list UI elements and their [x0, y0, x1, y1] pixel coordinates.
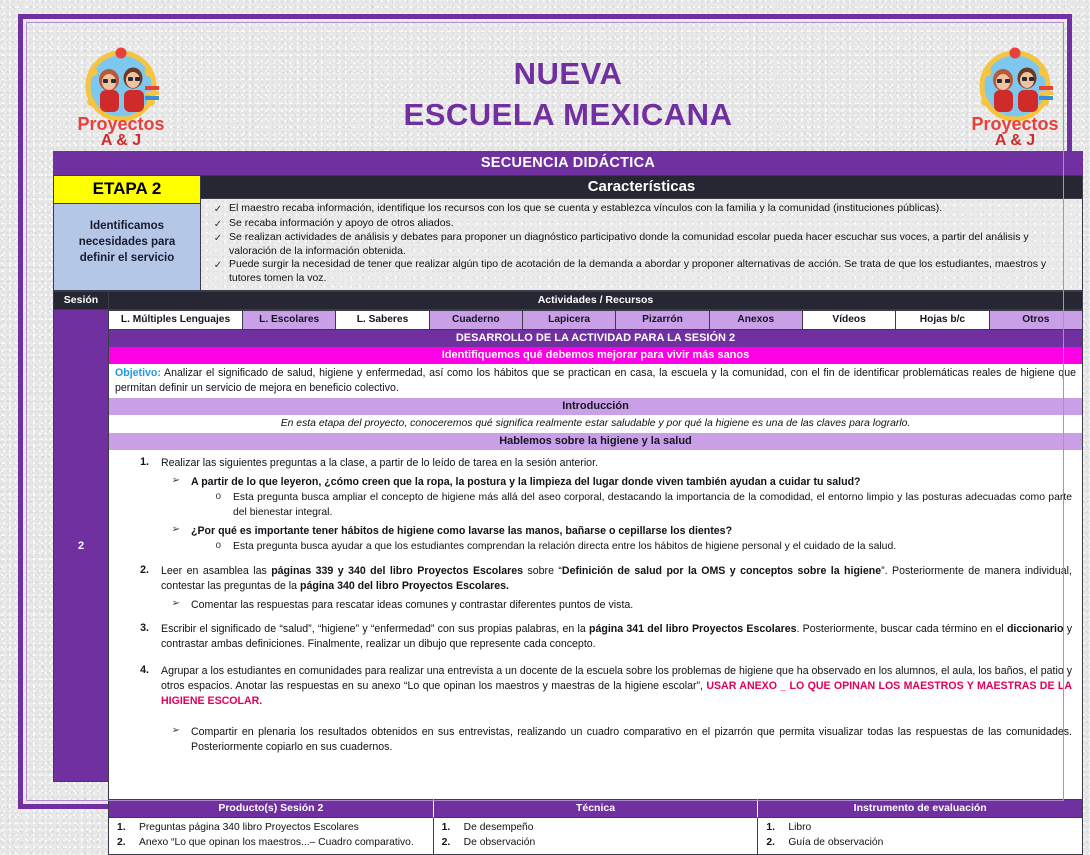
- a3-b1: página 341 del libro Proyectos Escolares: [588, 622, 797, 635]
- introduccion-text: En esta etapa del proyecto, conoceremos qué significa realmente estar saludable y por qué la higiene es una de las claves para lograrlo.: [108, 415, 1083, 433]
- activity-text: [161, 664, 1072, 709]
- etapa-description: Identificamos necesidades para definir el servicio: [54, 204, 200, 290]
- evaluation-cell-producto: [109, 818, 434, 854]
- caracteristicas-title: Características: [201, 176, 1082, 199]
- a2-p3: ”. Posteriormente de manera individual, contestar las preguntas de la: [161, 564, 1072, 592]
- list-number: 2.: [441, 837, 451, 848]
- check-icon: ✓: [213, 218, 223, 230]
- activity-1-questions: [115, 475, 1072, 555]
- titulo-sesion-bar: Identifiquemos qué debemos mejorar para vivir más sanos: [108, 347, 1083, 364]
- anexo-highlight: USAR ANEXO _ LO QUE OPINAN LOS MAESTROS Y MAESTRAS DE LA HIGIENE ESCOLAR.: [161, 679, 1072, 707]
- a4-p1: Agrupar a los estudiantes en comunidades para realizar una entrevista a un docente de la escuela sobre los problemas de higiene que ha observado en los alumnos, el aula, los baños, el patio y otros espacios. Anotar las respuestas en su anexo “Lo que opinan los maestros y maestras de la higiene escolar”,: [161, 664, 1072, 692]
- list-number: 1.: [117, 822, 126, 833]
- activity-2-note: [161, 598, 1072, 613]
- sesion-column: [53, 291, 108, 855]
- activity-number: 4.: [140, 663, 149, 676]
- caracteristica-item: [207, 231, 1074, 258]
- caracteristica-text: Se realizan actividades de análisis y debates para proponer un diagnóstico participativo donde la comunidad escolar pueda hacer escuchar sus voces, a partir del análisis y valoración de la información obtenida.: [229, 231, 1029, 257]
- etapa-badge: ETAPA 2: [54, 176, 200, 204]
- secuencia-didactica-bar: SECUENCIA DIDÁCTICA: [53, 151, 1083, 175]
- question-2-note-text: Esta pregunta busca ayudar a que los estudiantes comprendan la relación directa entre los hábitos de higiene personal y el cuidado de la salud.: [233, 541, 897, 553]
- evaluation-header-instrumento: Instrumento de evaluación: [758, 799, 1082, 818]
- introduccion-bar: Introducción: [108, 398, 1083, 415]
- caracteristica-item: [207, 258, 1074, 285]
- evaluation-header-producto: Producto(s) Sesión 2: [109, 799, 434, 818]
- activity-text: Realizar las siguientes preguntas a la clase, a partir de lo leído de tarea en la sesión anterior.: [161, 457, 598, 469]
- masthead-titles: [53, 43, 1083, 135]
- resource-col-lapicera[interactable]: Lapicera: [523, 310, 616, 330]
- evaluation-body-row: [109, 818, 1082, 854]
- list-text: Preguntas página 340 libro Proyectos Escolares: [139, 822, 359, 833]
- caracteristica-text: Puede surgir la necesidad de tener que realizar algún tipo de acotación de la demanda a abordar y proponer alternativas de acción. Se trata de que los estudiantes, maestros y tutores tomen la voz.: [229, 258, 1047, 284]
- activity-number: 2.: [140, 563, 149, 576]
- spacer: [115, 613, 1072, 622]
- spacer: [115, 655, 1072, 664]
- resource-col-l-multiples-lenguajes[interactable]: L. Múltiples Lenguajes: [109, 310, 243, 330]
- resource-col-pizarron[interactable]: Pizarrón: [616, 310, 709, 330]
- activity-item-3: [115, 622, 1072, 652]
- evaluation-cell-instrumento: [758, 818, 1082, 854]
- check-icon: ✓: [213, 204, 223, 215]
- list-item: [113, 820, 429, 835]
- etapa-section: [53, 175, 1083, 291]
- list-item: [762, 820, 1078, 835]
- svg-text:A & J: A & J: [100, 132, 142, 148]
- actividades-recursos-header: Actividades / Recursos: [108, 291, 1083, 310]
- objetivo-row: [108, 364, 1083, 398]
- resource-col-cuaderno[interactable]: Cuaderno: [430, 310, 523, 330]
- activity-text: [161, 622, 1072, 652]
- list-text: Anexo “Lo que opinan los maestros...– Cuadro comparativo.: [139, 837, 414, 848]
- evaluation-header-tecnica: Técnica: [434, 799, 759, 818]
- title-line-1: NUEVA: [513, 56, 623, 91]
- caracteristicas-list: [201, 199, 1082, 290]
- activity-text: [161, 564, 1072, 594]
- resource-col-l-escolares[interactable]: L. Escolares: [243, 310, 336, 330]
- arrow-bullet-icon: ➢: [171, 524, 180, 536]
- etapa-left-column: [53, 175, 201, 291]
- list-text: Guía de observación: [788, 837, 884, 848]
- question-1-note: [161, 491, 1072, 520]
- activities-column: [108, 291, 1083, 855]
- document-body: [53, 43, 1083, 848]
- question-1-text: A partir de lo que leyeron, ¿cómo creen que la ropa, la postura y la limpieza del lugar donde viven también ayudan a cuidar tu salud?: [191, 476, 861, 488]
- objetivo-text: Analizar el significado de salud, higiene y enfermedad, así como los hábitos que se practican en casa, la escuela y la comunidad, con el fin de identificar problemáticas reales de higiene que permitan definir un servicio de mejora en beneficio colectivo.: [115, 367, 1076, 394]
- list-text: De observación: [463, 837, 536, 848]
- a3-p3: y contrastar ambas definiciones. Finalmente, realizar un dibujo que represente cada concepto.: [161, 622, 1072, 650]
- caracteristica-item: [207, 217, 1074, 232]
- activity-4-note-text: Compartir en plenaria los resultados obtenidos en sus entrevistas, realizando un cuadro comparativo en el pizarrón que permita visualizar todas las respuestas de las comunidades. Posteriormente copiarlo en sus cuadernos.: [191, 725, 1072, 753]
- a3-p2: . Posteriormente, buscar cada término en el: [796, 622, 1007, 635]
- proyectos-a-j-logo-left: [67, 46, 175, 148]
- list-item: [762, 835, 1078, 850]
- question-2-text: ¿Por qué es importante tener hábitos de higiene como lavarse las manos, bañarse o cepillarse los dientes?: [191, 525, 733, 538]
- resource-col-anexos[interactable]: Anexos: [710, 310, 803, 330]
- caracteristica-text: Se recaba información y apoyo de otros aliados.: [229, 216, 454, 229]
- masthead: [53, 43, 1083, 151]
- activity-number: 1.: [140, 456, 149, 468]
- proyectos-a-j-logo-right: [961, 46, 1069, 148]
- activity-2-note-text: Comentar las respuestas para rescatar ideas comunes y contrastar diferentes puntos de vista.: [191, 598, 634, 611]
- objetivo-label: Objetivo:: [115, 367, 161, 379]
- evaluation-cell-tecnica: [434, 818, 759, 854]
- arrow-bullet-icon: ➢: [171, 724, 180, 736]
- a2-b1: páginas 339 y 340 del libro Proyectos Escolares: [271, 564, 524, 577]
- question-2: [161, 524, 1072, 539]
- question-2-note: [161, 540, 1072, 555]
- resource-col-otros[interactable]: Otros: [990, 310, 1083, 330]
- a2-b3: página 340 del libro Proyectos Escolares.: [299, 579, 510, 592]
- svg-text:Proyectos: Proyectos: [77, 114, 165, 134]
- list-number: 2.: [117, 837, 126, 848]
- resource-col-videos[interactable]: Vídeos: [803, 310, 896, 330]
- caracteristica-text: El maestro recaba información, identifique los recursos con los que se cuenta y establezca vínculos con la familia y la comunidad (instituciones públicas).: [229, 202, 943, 214]
- arrow-bullet-icon: ➢: [171, 475, 180, 486]
- hablemos-bar: Hablemos sobre la higiene y la salud: [108, 433, 1083, 450]
- evaluation-table: [108, 799, 1083, 855]
- list-item: [113, 835, 429, 850]
- arrow-bullet-icon: ➢: [171, 597, 180, 609]
- check-icon: ✓: [213, 233, 223, 245]
- list-item: [438, 820, 754, 835]
- resource-col-hojas-bc[interactable]: Hojas b/c: [896, 310, 989, 330]
- caracteristicas-column: [201, 175, 1083, 291]
- check-icon: ✓: [213, 260, 223, 272]
- activity-item-1: [115, 456, 1072, 471]
- title-line-2: ESCUELA MEXICANA: [403, 97, 733, 132]
- a2-p2: sobre “: [523, 564, 562, 577]
- activity-4-note: [161, 725, 1072, 755]
- caracteristica-item: [207, 202, 1074, 217]
- question-1: [161, 475, 1072, 490]
- list-text: Libro: [788, 822, 812, 833]
- activities-body: [108, 450, 1083, 799]
- a3-p1: Escribir el significado de “salud”, “higiene” y “enfermedad” con sus propias palabras, en la: [161, 622, 589, 635]
- activity-item-4: [115, 664, 1072, 709]
- activity-number: 3.: [140, 621, 149, 634]
- resource-col-l-saberes[interactable]: L. Saberes: [336, 310, 429, 330]
- sesion-header: Sesión: [53, 291, 108, 310]
- a3-b2: diccionario: [1006, 622, 1064, 635]
- page-border-frame: [18, 14, 1076, 848]
- activity-2-sub: [115, 598, 1072, 613]
- svg-text:Proyectos: Proyectos: [971, 114, 1059, 134]
- svg-text:A & J: A & J: [994, 132, 1036, 148]
- list-item: [438, 835, 754, 850]
- spacer: [115, 712, 1072, 721]
- circle-bullet-icon: o: [215, 540, 221, 552]
- list-number: 2.: [766, 837, 775, 848]
- evaluation-header-row: [109, 799, 1082, 818]
- desarrollo-actividad-bar: DESARROLLO DE LA ACTIVIDAD PARA LA SESIÓN 2: [108, 330, 1083, 347]
- question-1-note-text: Esta pregunta busca ampliar el concepto de higiene más allá del aseo corporal, destacando la importancia de la comodidad, el entorno limpio y las posturas adecuadas como parte del bienestar integral.: [233, 492, 1072, 518]
- list-number: 1.: [441, 822, 451, 833]
- activity-item-2: [115, 564, 1072, 594]
- resource-header-row: [108, 310, 1083, 330]
- spacer: [115, 555, 1072, 564]
- a2-p1: Leer en asamblea las: [161, 564, 272, 577]
- sesion-number: 2: [53, 310, 108, 782]
- list-number: 1.: [766, 822, 775, 833]
- activity-4-sub: [115, 725, 1072, 755]
- a2-b2: Definición de salud por la OMS y conceptos sobre la higiene: [561, 564, 882, 577]
- circle-bullet-icon: o: [215, 491, 221, 502]
- list-text: De desempeño: [463, 822, 534, 833]
- session-grid: [53, 291, 1083, 855]
